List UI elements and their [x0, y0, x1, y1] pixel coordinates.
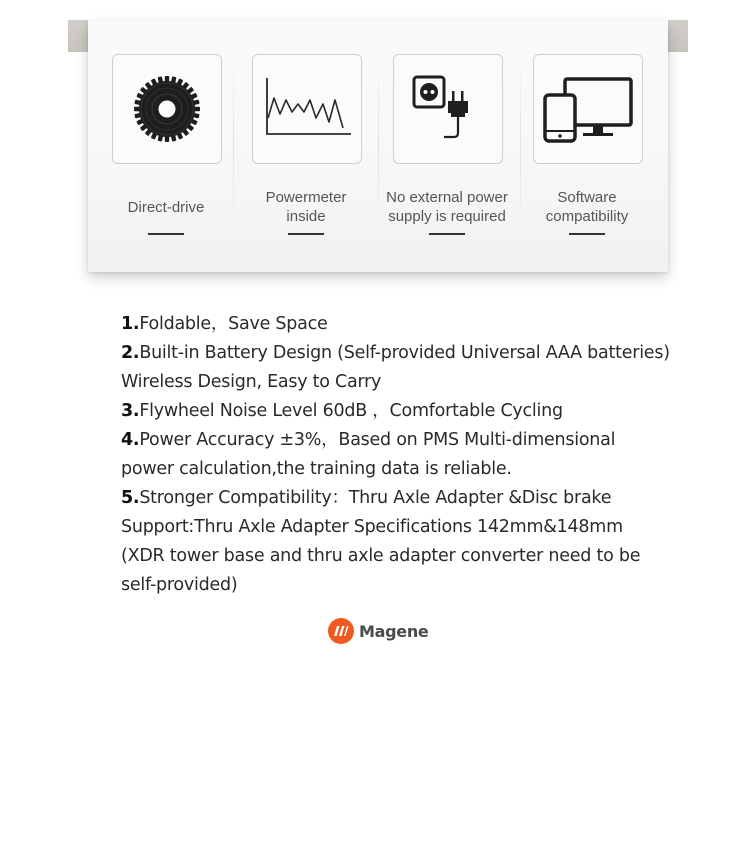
feature-software-compatibility [509, 20, 649, 272]
devices-icon [541, 73, 635, 145]
spec-text-continued: self-provided) [121, 575, 238, 595]
feature-label-line: Powermeter [265, 189, 347, 206]
brand-logo [328, 618, 428, 644]
feature-label [88, 198, 244, 217]
spec-text: Built-in Battery Design (Self-provided Universal AAA batteries) [139, 343, 670, 363]
spec-number: 3. [121, 401, 140, 421]
spec-number: 2. [121, 343, 140, 363]
magene-logo-icon [328, 618, 354, 644]
spec-text-continued: Support:Thru Axle Adapter Specifications 142mm&148mm [121, 517, 623, 537]
feature-label-line: Direct-drive [127, 199, 205, 216]
spec-number: 1. [121, 314, 140, 334]
feature-icon-box [112, 54, 222, 164]
spec-item [121, 426, 721, 455]
feature-underline [429, 233, 465, 235]
feature-label-line: inside [286, 208, 326, 225]
feature-underline [148, 233, 184, 235]
brand-name: Magene [359, 621, 429, 641]
spec-text-continued: (XDR tower base and thru axle adapter converter need to be [121, 546, 641, 566]
spec-text-continued: Wireless Design, Easy to Carry [121, 372, 382, 392]
power-graph-icon [259, 74, 355, 144]
spec-text: Foldable，Save Space [139, 314, 328, 334]
spec-number: 5. [121, 488, 140, 508]
features-card [88, 20, 668, 272]
feature-no-external-power [369, 20, 509, 272]
spec-item [121, 310, 721, 339]
spec-text-continued: power calculation,the training data is reliable. [121, 459, 512, 479]
feature-icon-box [252, 54, 362, 164]
feature-underline [569, 233, 605, 235]
cassette-gear-icon [131, 73, 203, 145]
feature-icon-box [533, 54, 643, 164]
feature-powermeter [228, 20, 368, 272]
spec-text: Power Accuracy ±3%，Based on PMS Multi-dimensional [139, 430, 616, 450]
feature-direct-drive [88, 20, 228, 272]
spec-item [121, 397, 721, 426]
spec-text: Flywheel Noise Level 60dB ，Comfortable Cycling [139, 401, 563, 421]
feature-label [228, 188, 384, 226]
spec-number: 4. [121, 430, 140, 450]
spec-text: Stronger Compatibility：Thru Axle Adapter &Disc brake [139, 488, 612, 508]
feature-underline [288, 233, 324, 235]
spec-list [121, 310, 721, 600]
spec-item [121, 484, 721, 513]
spec-item [121, 339, 721, 368]
feature-label-line: supply is required [388, 208, 506, 225]
feature-label-line: Software [557, 189, 617, 206]
feature-icon-box [393, 54, 503, 164]
power-plug-icon [408, 69, 488, 149]
feature-label-line: No external power [386, 189, 508, 206]
feature-label [369, 188, 525, 226]
feature-label-line: compatibility [545, 208, 629, 225]
feature-label [509, 188, 665, 226]
